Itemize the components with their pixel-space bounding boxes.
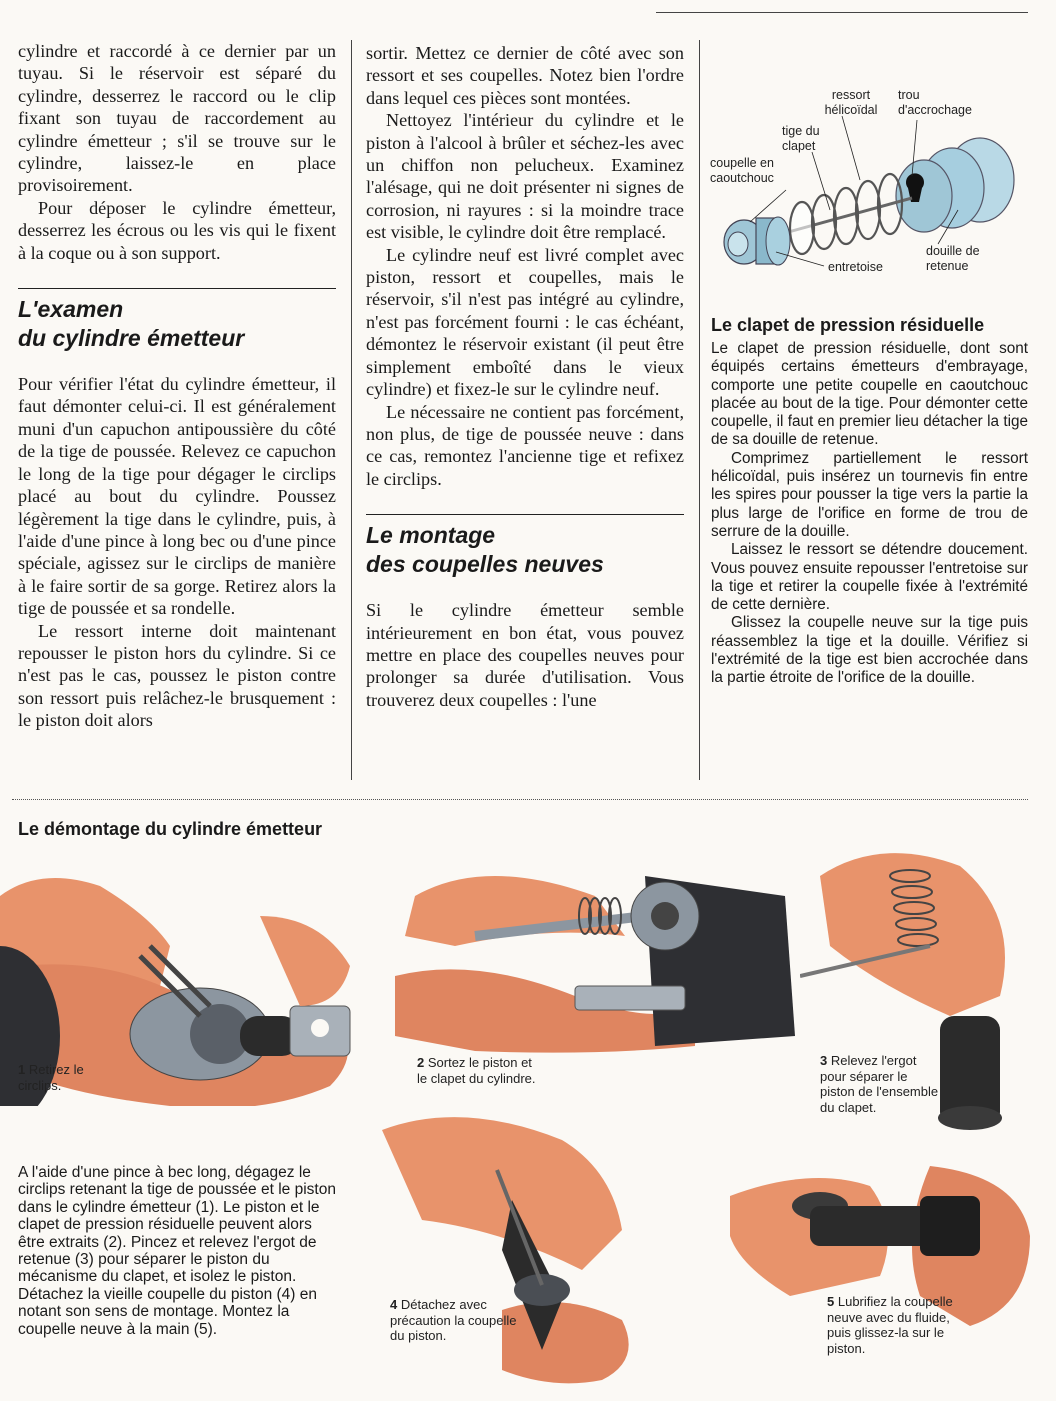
photo-step-2 bbox=[395, 856, 805, 1056]
col2-paragraph-3: Le cylindre neuf est livré complet avec piston, ressort et coupelles, mais le réservoir, s'il n'est pas intégré au cylindre, n'est pas forcément fourni : le cas échéant, démontez le réservoir existant (il peut être simplement emboîté dans le vieux cylindre) et fixez-le sur le cylindre neuf. bbox=[366, 244, 684, 400]
col3-paragraph-4: Glissez la coupelle neuve sur la tige puis réassemblez la tige et la douille. Vérifiez si l'extrémité de la tige est bien accrochée dans la partie étroite de l'orifice de la douille. bbox=[711, 614, 1028, 687]
col2-heading bbox=[366, 521, 684, 579]
diagram-label-douille: douille de retenue bbox=[926, 244, 980, 273]
col2-heading-line-2: des coupelles neuves bbox=[366, 551, 604, 578]
caption-5 bbox=[827, 1294, 967, 1356]
col2-paragraph-1: sortir. Mettez ce dernier de côté avec son ressort et ses coupelles. Notez bien l'ordre dans lequel ces pièces sont montées. bbox=[366, 43, 684, 108]
col1-paragraph-4: Le ressort interne doit maintenant repousser le piston hors du cylindre. Si ce n'est pas le cas, poussez le piston contre son ressort puis relâchez-le brusquement : le piston doit alors bbox=[18, 620, 336, 731]
col1-rule bbox=[18, 288, 336, 289]
coupelle-illustration bbox=[724, 217, 790, 265]
col1-heading-line-1: L'examen bbox=[18, 296, 124, 323]
section-rule bbox=[12, 799, 1028, 800]
caption-1 bbox=[18, 1062, 108, 1093]
col3-paragraph-3: Laissez le ressort se détendre doucement. Vous pouvez ensuite repousser l'entretoise sur la tige et retirer la coupelle fixée à l'extrémité de cette dernière. bbox=[711, 541, 1028, 614]
caption-5-number: 5 bbox=[827, 1294, 835, 1309]
column-3 bbox=[711, 315, 1028, 688]
column-divider-1 bbox=[351, 40, 352, 780]
col1-paragraph-3: Pour vérifier l'état du cylindre émetteur, il faut démonter celui-ci. Il est généralement muni d'un capuchon antipoussière du côté de la tige de poussée. Relevez ce capuchon le long de la tige pour dégager le circlips placé au bout du cylindre. Poussez légèrement la tige dans le cylindre, puis, à l'aide d'une pince à long bec ou d'une pince spéciale, agissez sur le circlips de manière à le faire sortir de sa gorge. Retirez alors la tige de poussée et sa rondelle. bbox=[18, 374, 336, 619]
col1-paragraph-1: cylindre et raccordé à ce dernier par un tuyau. Si le réservoir est séparé du cylindre, desserrez le raccord ou le clip fixant son tuyau de raccordement au cylindre émetteur ; s'il se trouve sur le cylindre, laissez-le en place provisoirement. bbox=[18, 41, 336, 196]
caption-5-text: Lubrifiez la coupelle neuve avec du fluide, puis glissez-la sur le piston. bbox=[827, 1294, 953, 1356]
col2-paragraph-5: Si le cylindre émetteur semble intérieurement en bon état, vous pouvez mettre en place des coupelles neuves pour prolonger sa durée d'utilisation. Vous trouverez deux coupelles : l'une bbox=[366, 600, 684, 710]
col1-paragraph-2: Pour déposer le cylindre émetteur, desserrez les écrous ou les vis qui le fixent à la coque ou à son support. bbox=[18, 197, 336, 263]
column-2 bbox=[366, 42, 684, 711]
ressort-illustration bbox=[790, 174, 902, 254]
photo-step-4 bbox=[382, 1110, 662, 1390]
caption-2-text: Sortez le piston et le clapet du cylindre. bbox=[417, 1055, 536, 1086]
caption-4-text: Détachez avec précaution la coupelle du piston. bbox=[390, 1297, 517, 1343]
diagram-label-tige: tige du clapet bbox=[782, 124, 820, 153]
col3-heading: Le clapet de pression résiduelle bbox=[711, 315, 985, 335]
caption-2-number: 2 bbox=[417, 1055, 425, 1070]
section-summary: A l'aide d'une pince à bec long, dégagez le circlips retenant la tige de poussée et le piston dans le cylindre émetteur (1). Le piston et le clapet de pression résiduelle peuvent alors être extraits (2). Pincez et relevez l'ergot de retenue (3) pour séparer le piston du mécanisme du clapet, et isolez le piston. Détachez la vieille coupelle du piston (4) en notant son sens de montage. Montez la coupelle neuve à la main (5). bbox=[18, 1164, 336, 1338]
caption-1-text: Retirez le circlips. bbox=[18, 1062, 84, 1093]
column-1 bbox=[18, 40, 336, 732]
caption-4-number: 4 bbox=[390, 1297, 398, 1312]
col2-paragraph-4: Le nécessaire ne contient pas forcément, non plus, de tige de poussée neuve : dans ce cas, remontez l'ancienne tige et refixez le circlips. bbox=[366, 401, 684, 489]
col3-paragraph-2: Comprimez partiellement le ressort hélicoïdal, puis insérez un tournevis fin entre les spires pour pousser la tige vers la partie la plus large de l'orifice en forme de trou de serrure de la douille. bbox=[711, 449, 1028, 540]
section-title: Le démontage du cylindre émetteur bbox=[18, 819, 323, 839]
caption-4 bbox=[390, 1297, 520, 1344]
diagram-label-trou: trou d'accrochage bbox=[898, 88, 972, 117]
col2-heading-line-1: Le montage bbox=[366, 522, 496, 549]
diagram-label-entretoise: entretoise bbox=[828, 260, 883, 274]
col1-heading-line-2: du cylindre émetteur bbox=[18, 325, 245, 352]
column-divider-2 bbox=[699, 40, 700, 780]
caption-3-text: Relevez l'ergot pour séparer le piston de l'ensemble du clapet. bbox=[820, 1053, 939, 1115]
caption-3 bbox=[820, 1053, 940, 1115]
caption-2 bbox=[417, 1055, 537, 1086]
col3-paragraph-1: Le clapet de pression résiduelle, dont sont équipés certains émetteurs d'embrayage, comporte une petite coupelle en caoutchouc placée au bout de la tige. Pour démonter cette coupelle, il faut en premier lieu détacher la tige de sa douille de retenue. bbox=[711, 340, 1028, 449]
col2-paragraph-2: Nettoyez l'intérieur du cylindre et le piston à l'alcool à brûler et séchez-les avec un chiffon non pelucheux. Examinez l'alésage, qui ne doit présenter ni signes de corrosion, ni rayures : si la moindre trace est visible, le cylindre doit être remplacé. bbox=[366, 110, 684, 243]
top-rule bbox=[656, 12, 1028, 13]
col2-rule bbox=[366, 514, 684, 515]
caption-3-number: 3 bbox=[820, 1053, 828, 1068]
diagram-label-ressort: ressort hélicoïdal bbox=[824, 88, 878, 117]
col1-heading bbox=[18, 295, 336, 353]
diagram-label-coupelle: coupelle en caoutchouc bbox=[710, 156, 774, 185]
douille-illustration bbox=[896, 138, 1014, 232]
caption-1-number: 1 bbox=[18, 1062, 26, 1077]
